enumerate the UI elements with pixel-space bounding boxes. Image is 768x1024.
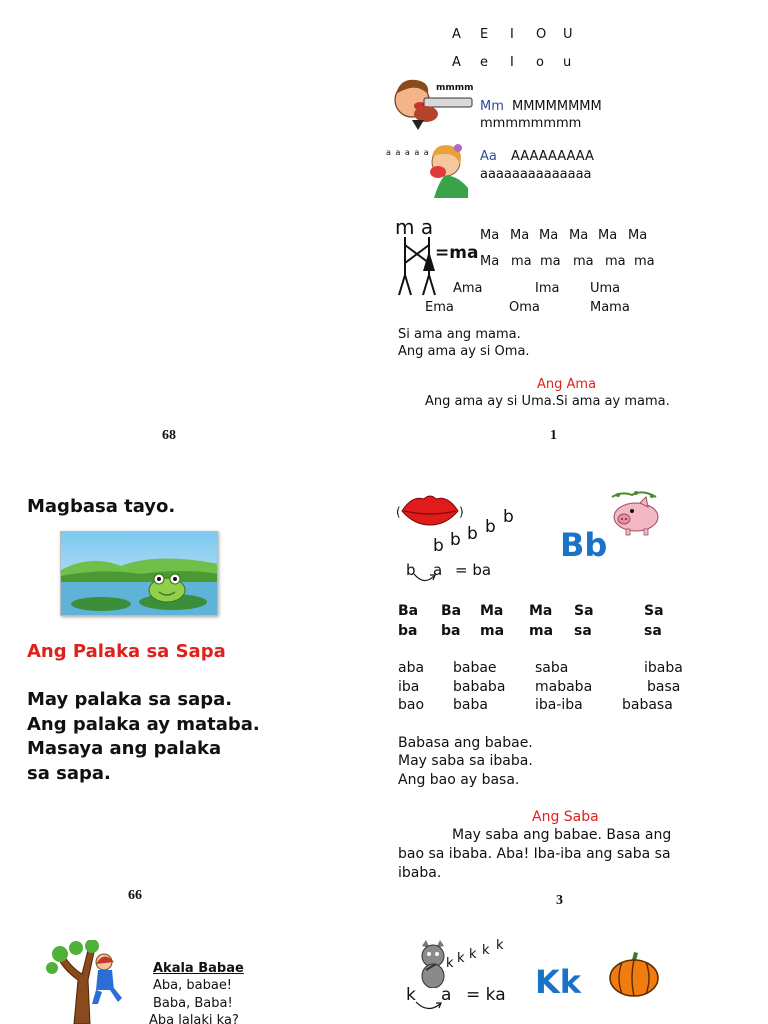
sentence: May saba sa ibaba. [398, 753, 533, 769]
word: Uma [590, 281, 621, 296]
word: bao [398, 697, 425, 713]
syllable: sa [574, 623, 592, 639]
k-letter: k [457, 951, 465, 966]
sentence: Ang bao ay basa. [398, 772, 520, 788]
syllable: ma [540, 254, 561, 269]
story-title: Ang Saba [532, 809, 599, 825]
pumpkin-illustration [608, 950, 660, 998]
tree-boy-illustration [44, 940, 130, 1024]
word: babae [453, 660, 497, 676]
vowel: u [563, 55, 572, 70]
ma-graphic-top: m a [395, 215, 434, 239]
story-line: bao sa ibaba. Aba! Iba-iba ang saba sa [398, 846, 671, 862]
pig-illustration [606, 489, 664, 537]
b-letter: b [450, 530, 461, 550]
story-title: Ang Ama [537, 377, 597, 392]
blend-result: = ka [466, 985, 506, 1005]
syllable: ma [511, 254, 532, 269]
syllable: Ma [598, 228, 618, 243]
aa-label: Aa [480, 149, 497, 164]
vowel: U [563, 27, 573, 42]
aa-lower: aaaaaaaaaaaaaa [480, 167, 592, 182]
k-letter: k [496, 938, 504, 953]
word: Oma [509, 300, 540, 315]
page-number: 3 [556, 893, 563, 908]
syllable: ma [605, 254, 626, 269]
story-text: Ang ama ay si Uma.Si ama ay mama. [425, 394, 670, 409]
syllable: Ma [539, 228, 559, 243]
syllable: sa [644, 623, 662, 639]
vowel: E [480, 27, 489, 42]
k-letter: k [482, 943, 490, 958]
harmonica-boy-illustration [390, 72, 480, 132]
vowel: I [510, 55, 514, 70]
word: iba [398, 679, 420, 695]
word: babasa [622, 697, 673, 713]
syllable: Ma [628, 228, 648, 243]
b-letter: b [433, 536, 444, 556]
poem-line: Aba, babae! [153, 978, 233, 993]
story-line: Masaya ang palaka [27, 738, 222, 759]
blend-consonant: b [406, 561, 416, 579]
sentence: Si ama ang mama. [398, 327, 521, 342]
syllable: Ma [510, 228, 530, 243]
page-number: 66 [128, 888, 142, 903]
vowel: e [480, 55, 488, 70]
story-line: sa sapa. [27, 763, 111, 784]
letter-heading: Bb [560, 526, 608, 564]
mm-label: Mm [480, 99, 504, 114]
svg-text:(: ( [396, 505, 401, 519]
syllable: Ba [398, 603, 419, 619]
b-letter: b [503, 507, 514, 527]
bubbles-text: a a a a a [386, 148, 430, 157]
page-heading: Magbasa tayo. [27, 496, 176, 517]
word: Ema [425, 300, 454, 315]
word: ibaba [644, 660, 683, 676]
syllable: Ma [480, 228, 500, 243]
page-number: 68 [162, 428, 176, 443]
page-number: 1 [550, 428, 557, 443]
syllable: ba [398, 623, 418, 639]
story-line: May palaka sa sapa. [27, 689, 233, 710]
syllable: Ma [480, 603, 504, 619]
blend-arrow-icon [412, 572, 438, 584]
blend-consonant: k [406, 985, 416, 1005]
syllable: Sa [574, 603, 594, 619]
lips-illustration [396, 489, 464, 533]
syllable: ba [441, 623, 461, 639]
syllable: ma [529, 623, 554, 639]
poem-line: Aba lalaki ka? [149, 1013, 239, 1024]
word: Ima [535, 281, 560, 296]
syllable: ma [480, 623, 505, 639]
girl-bubbles-illustration [386, 142, 472, 198]
vowel: I [510, 27, 514, 42]
vowel: O [536, 27, 547, 42]
syllable: ma [573, 254, 594, 269]
blend-vowel: a [433, 561, 443, 579]
blend-vowel: a [441, 985, 452, 1005]
story-title: Ang Palaka sa Sapa [27, 641, 226, 662]
story-line: Ang palaka ay mataba. [27, 714, 260, 735]
word: saba [535, 660, 569, 676]
vowel: A [452, 27, 461, 42]
word: baba [453, 697, 488, 713]
svg-text:): ) [459, 505, 464, 519]
word: bababa [453, 679, 506, 695]
poem-line: Baba, Baba! [153, 996, 233, 1011]
word: mababa [535, 679, 593, 695]
syllable: Ma [529, 603, 553, 619]
word: aba [398, 660, 425, 676]
mm-lower: mmmmmmmm [480, 116, 582, 131]
word: basa [647, 679, 681, 695]
k-letter: k [446, 956, 454, 971]
syllable: Ma [480, 254, 500, 269]
syllable: Sa [644, 603, 664, 619]
aa-upper: AAAAAAAAA [511, 149, 594, 164]
frog-pond-illustration [60, 531, 218, 616]
letter-heading: Kk [535, 963, 582, 1001]
syllable: Ma [569, 228, 589, 243]
word: iba-iba [535, 697, 583, 713]
sentence: Babasa ang babae. [398, 735, 533, 751]
syllable: ma [634, 254, 655, 269]
vowel: A [452, 55, 461, 70]
vowel: o [536, 55, 544, 70]
blend-result: = ba [455, 561, 492, 579]
mm-upper: MMMMMMMM [512, 99, 602, 114]
sentence: Ang ama ay si Oma. [398, 344, 530, 359]
word: Mama [590, 300, 630, 315]
harmonica-text: mmmm [436, 83, 474, 93]
k-letter: k [469, 947, 477, 962]
syllable: Ba [441, 603, 462, 619]
b-letter: b [485, 517, 496, 537]
poem-title: Akala Babae [153, 961, 244, 976]
story-line: ibaba. [398, 865, 442, 881]
word: Ama [453, 281, 483, 296]
story-line: May saba ang babae. Basa ang [452, 827, 672, 843]
b-letter: b [467, 524, 478, 544]
ma-graphic-eq: =ma [435, 243, 479, 263]
blend-arrow-icon [414, 1000, 444, 1012]
